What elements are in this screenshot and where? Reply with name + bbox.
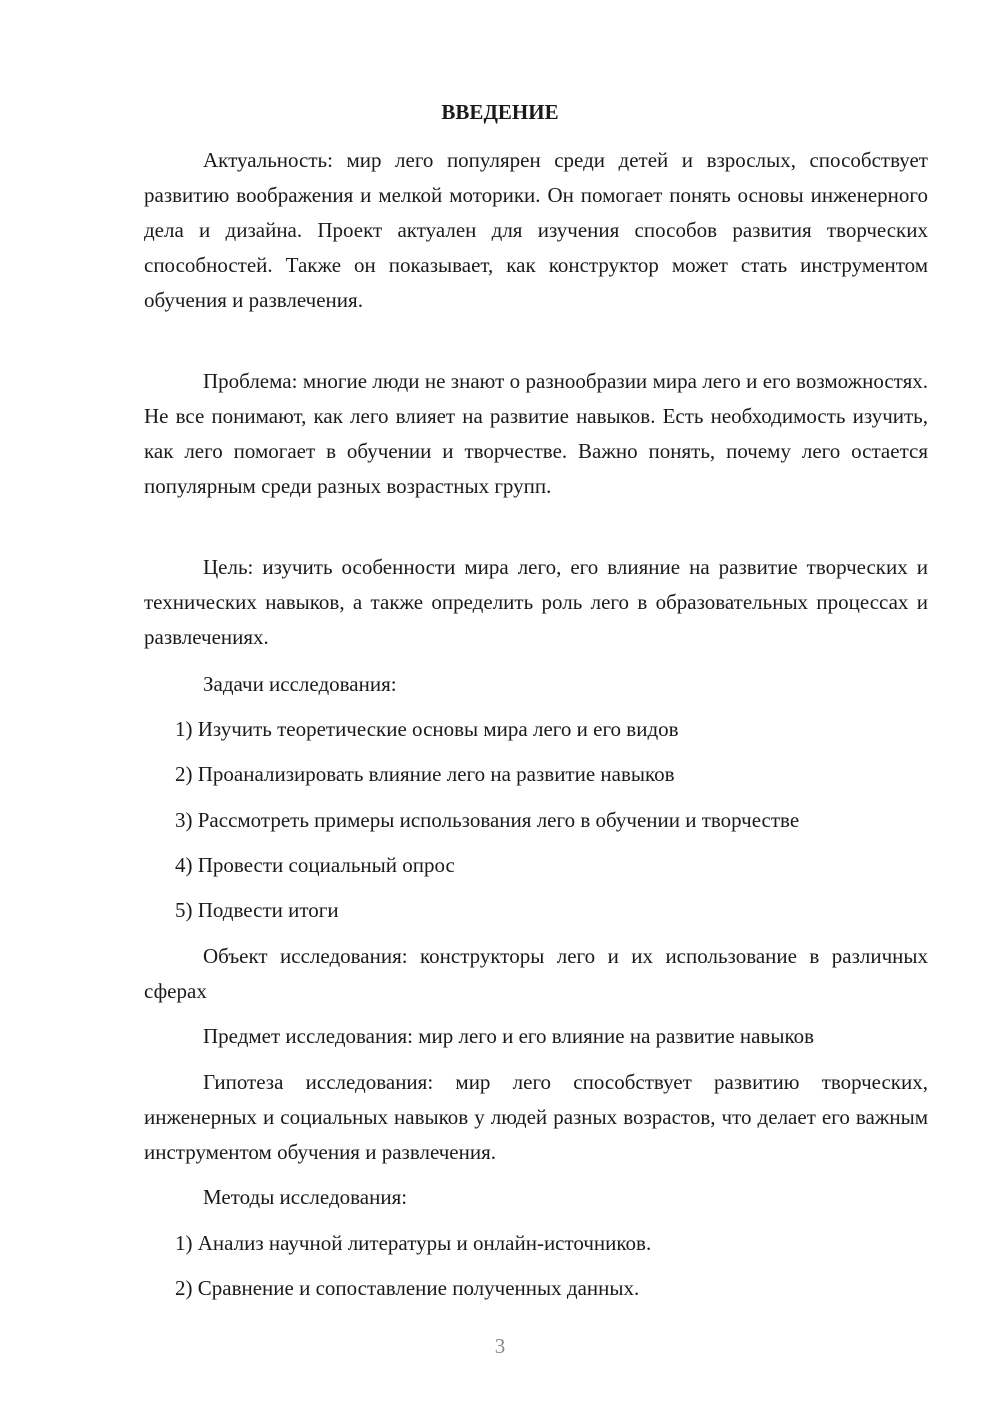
task-item: 3) Рассмотреть примеры использования лего в обучении и творчестве <box>175 808 800 832</box>
object-paragraph: Объект исследования: конструкторы лего и их использование в различных сферах <box>144 944 928 1003</box>
goal-paragraph: Цель: изучить особенности мира лего, его влияние на развитие творческих и технических навыков, а также определить роль лего в образовательных процессах и развлечениях. <box>144 555 928 649</box>
method-item: 1) Анализ научной литературы и онлайн-источников. <box>175 1231 652 1255</box>
problem-paragraph: Проблема: многие люди не знают о разнообразии мира лего и его возможностях. Не все понимают, как лего влияет на развитие навыков. Есть необходимость изучить, как лего помогает в обучении и творчестве. Важно понять, почему лего остается популярным среди разных возрастных групп. <box>144 369 928 498</box>
tasks-heading: Задачи исследования: <box>203 672 397 696</box>
method-item: 2) Сравнение и сопоставление полученных данных. <box>175 1276 640 1300</box>
task-item: 1) Изучить теоретические основы мира лего и его видов <box>175 717 679 741</box>
page-number: 3 <box>494 1334 506 1358</box>
subject-paragraph: Предмет исследования: мир лего и его влияние на развитие навыков <box>203 1024 815 1048</box>
task-item: 4) Провести социальный опрос <box>175 853 455 877</box>
methods-heading: Методы исследования: <box>203 1185 408 1209</box>
page-title: ВВЕДЕНИЕ <box>441 100 559 124</box>
task-item: 2) Проанализировать влияние лего на развитие навыков <box>175 762 675 786</box>
relevance-paragraph: Актуальность: мир лего популярен среди детей и взрослых, способствует развитию воображения и мелкой моторики. Он помогает понять основы инженерного дела и дизайна. Проект актуален для изучения способов развития творческих способностей. Также он показывает, как конструктор может стать инструментом обучения и развлечения. <box>144 148 928 312</box>
hypothesis-paragraph: Гипотеза исследования: мир лего способствует развитию творческих, инженерных и социальных навыков у людей разных возрастов, что делает его важным инструментом обучения и развлечения. <box>144 1070 928 1164</box>
task-item: 5) Подвести итоги <box>175 898 339 922</box>
